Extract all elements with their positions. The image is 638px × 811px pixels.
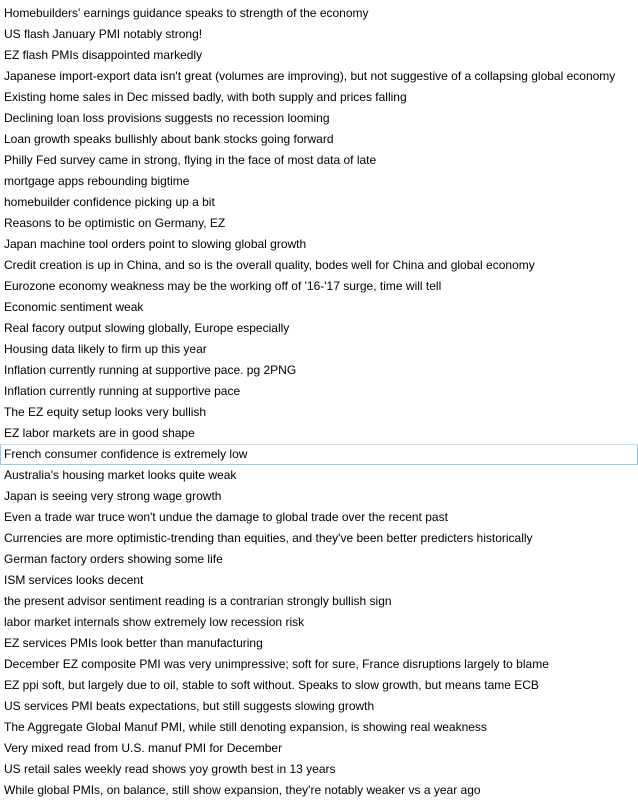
list-item[interactable]: Housing data likely to firm up this year [4,342,207,356]
list-item[interactable]: EZ services PMIs look better than manufacturing [4,636,263,650]
list-item[interactable]: Very mixed read from U.S. manuf PMI for December [4,741,283,755]
list-item[interactable]: Japan machine tool orders point to slowing global growth [4,237,307,251]
list-item[interactable]: Even a trade war truce won't undue the damage to global trade over the recent past [4,510,448,524]
list-item[interactable]: mortgage apps rebounding bigtime [4,174,190,188]
list-item[interactable]: EZ ppi soft, but largely due to oil, stable to soft without. Speaks to slow growth, but means tame ECB [4,678,539,692]
list-item[interactable]: Real facory output slowing globally, Europe especially [4,321,290,335]
list-item[interactable]: homebuilder confidence picking up a bit [4,195,215,209]
list-item[interactable]: Eurozone economy weakness may be the working off of '16-'17 surge, time will tell [4,279,442,293]
list-item[interactable]: the present advisor sentiment reading is a contrarian strongly bullish sign [4,594,392,608]
list-item[interactable]: US flash January PMI notably strong! [4,27,203,41]
list-item[interactable]: Australia's housing market looks quite weak [4,468,237,482]
list-item[interactable]: Reasons to be optimistic on Germany, EZ [4,216,226,230]
list-item[interactable]: Loan growth speaks bullishly about bank stocks going forward [4,132,334,146]
list-item[interactable]: Credit creation is up in China, and so is the overall quality, bodes well for China and global economy [4,258,535,272]
item-list [0,3,638,801]
list-item[interactable]: German factory orders showing some life [4,552,223,566]
list-item[interactable]: Philly Fed survey came in strong, flying in the face of most data of late [4,153,377,167]
list-item[interactable]: labor market internals show extremely low recession risk [4,615,305,629]
list-item[interactable]: The EZ equity setup looks very bullish [4,405,207,419]
list-item[interactable]: December EZ composite PMI was very unimpressive; soft for sure, France disruptions largely to blame [4,657,549,671]
list-item[interactable]: The Aggregate Global Manuf PMI, while still denoting expansion, is showing real weakness [4,720,487,734]
list-item[interactable]: While global PMIs, on balance, still show expansion, they're notably weaker vs a year ago [4,783,481,797]
list-item[interactable]: EZ labor markets are in good shape [4,426,195,440]
list-item[interactable]: Currencies are more optimistic-trending than equities, and they've been better predicters historically [4,531,533,545]
list-item[interactable]: Inflation currently running at supportive pace. pg 2PNG [4,363,297,377]
list-item[interactable]: Existing home sales in Dec missed badly, with both supply and prices falling [4,90,407,104]
list-item[interactable]: Inflation currently running at supportive pace [4,384,241,398]
list-item[interactable]: ISM services looks decent [4,573,144,587]
list-item[interactable]: Declining loan loss provisions suggests no recession looming [4,111,330,125]
list-item[interactable]: Japanese import-export data isn't great (volumes are improving), but not suggestive of a collapsing global economy [4,69,616,83]
list-item[interactable]: Homebuilders' earnings guidance speaks to strength of the economy [4,6,369,20]
list-item[interactable]: Economic sentiment weak [4,300,144,314]
list-item[interactable]: US retail sales weekly read shows yoy growth best in 13 years [4,762,336,776]
list-item[interactable]: EZ flash PMIs disappointed markedly [4,48,203,62]
list-item[interactable]: Japan is seeing very strong wage growth [4,489,222,503]
list-item[interactable]: US services PMI beats expectations, but still suggests slowing growth [4,699,375,713]
list-item[interactable]: French consumer confidence is extremely low [0,444,638,465]
